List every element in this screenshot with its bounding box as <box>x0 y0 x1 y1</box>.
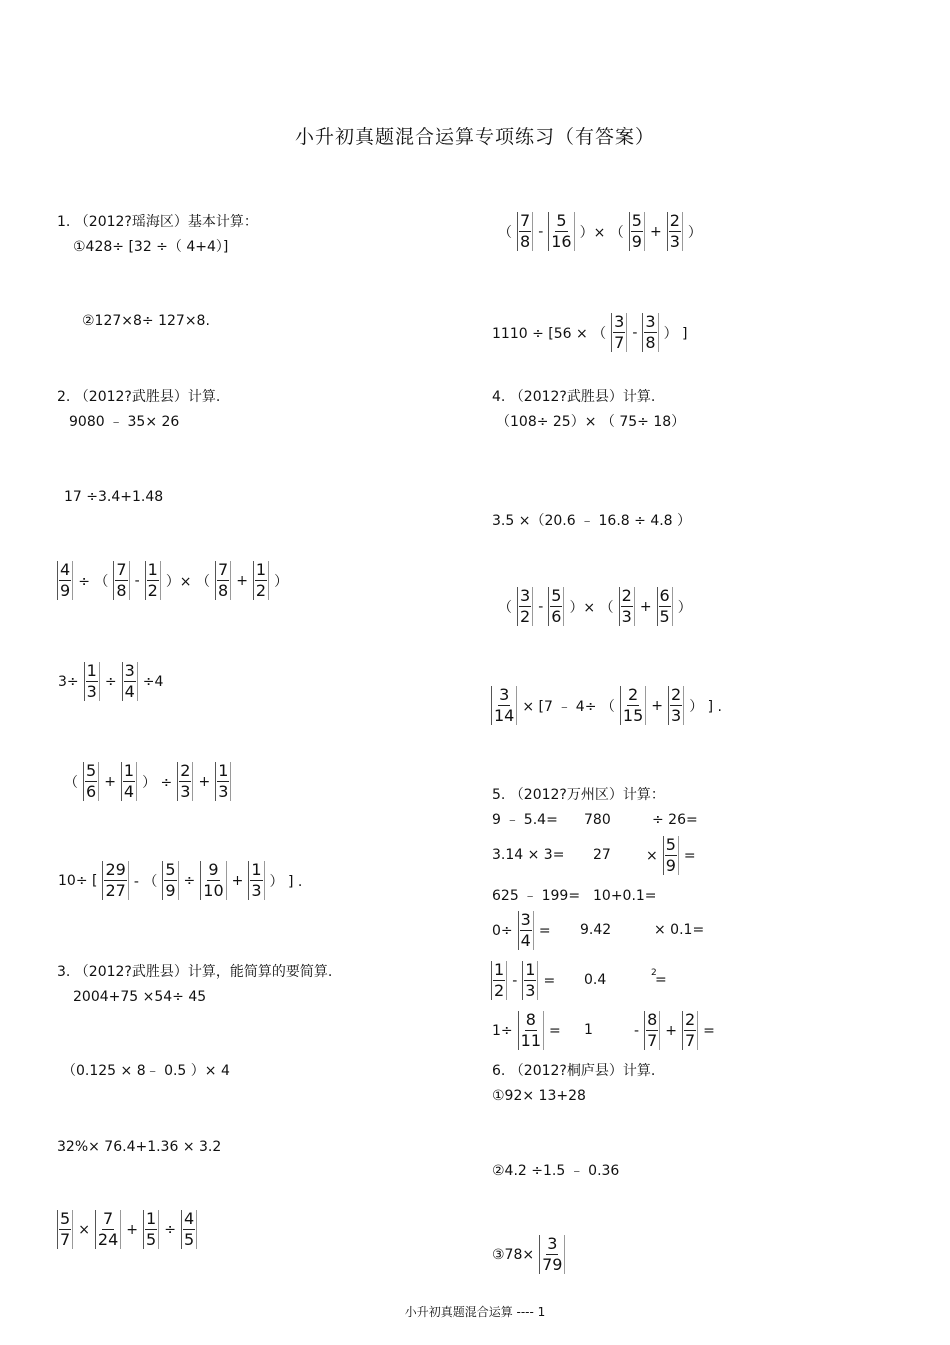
problem-6-c: ③78× $\frac{3}{79}$ <box>490 1235 566 1274</box>
problem-5-r3-b: 10+0.1= <box>593 888 657 904</box>
fraction: $\frac{6}{5}$ <box>657 587 673 626</box>
fraction: 2 3 <box>619 587 635 626</box>
fraction: $\frac{3}{4}$ <box>518 911 534 950</box>
problem-5-heading: 5. （2012?万州区）计算： <box>492 787 665 803</box>
fraction: $\frac{1}{3}$ <box>248 861 264 900</box>
problem-5-r4-b: 9.42 <box>580 922 612 938</box>
right-expr-1: （ 7 8 - 5 16 ）× （ 5 9 + $\frac{2}{3}$ ） <box>498 211 702 251</box>
fraction: $\frac{5}{9}$ <box>663 836 679 875</box>
problem-2-f: 10÷ [ 29 27 - （ $\frac{5}{9}$ ÷ $\frac{9}{10}$ + $\frac{1}{3}$ ） ] . <box>58 860 303 900</box>
problem-5-r6-b: 1 <box>584 1022 593 1038</box>
problem-5-r6-a: 1÷ $\frac{8}{11}$ = <box>492 1010 561 1050</box>
fraction: $\frac{1}{5}$ <box>143 1210 159 1249</box>
fraction: $\frac{2}{3}$ <box>667 212 683 251</box>
fraction: $\frac{1}{2}$ <box>253 561 269 600</box>
problem-4-b: 3.5 ×（20.6 ﹣ 16.8 ÷ 4.8 ） <box>492 513 692 529</box>
fraction: $\frac{5}{7}$ <box>57 1210 73 1249</box>
problem-2-d: 3÷ $\frac{1}{3}$ ÷ $\frac{3}{4}$ ÷4 <box>58 661 164 701</box>
problem-2-b: 17 ÷3.4+1.48 <box>64 489 164 505</box>
problem-2-a: 9080 ﹣ 35× 26 <box>69 414 180 430</box>
problem-5-r5-b: 0.4 <box>584 972 607 988</box>
problem-3-b: （0.125 × 8﹣ 0.5 ）× 4 <box>62 1063 230 1079</box>
fraction: $\frac{2}{3}$ <box>177 762 193 801</box>
fraction: 8 7 <box>644 1011 660 1050</box>
problem-4-c: （ 3 2 - 5 6 ）× （ 2 3 + $\frac{6}{5}$ ） <box>498 586 692 626</box>
problem-6-a: ①92× 13+28 <box>492 1088 586 1104</box>
fraction: 7 8 <box>113 561 129 600</box>
problem-5-r5-a: 1 2 - $\frac{1}{3}$ = <box>490 961 557 1000</box>
fraction: $\frac{3}{79}$ <box>539 1235 565 1274</box>
problem-5-r2-b: 27 <box>593 847 611 863</box>
fraction: 5 16 <box>548 212 574 251</box>
fraction: 29 27 <box>102 861 128 900</box>
fraction: 3 7 <box>611 313 627 352</box>
problem-5-r5-power: 2 <box>651 968 657 978</box>
fraction: $\frac{1}{3}$ <box>215 762 231 801</box>
fraction: $\frac{4}{5}$ <box>181 1210 197 1249</box>
problem-1-a: ①428÷ [32 ÷（ 4+4）] <box>73 239 229 255</box>
problem-5-r4-c: × 0.1= <box>654 922 705 938</box>
fraction: $\frac{1}{3}$ <box>84 662 100 701</box>
fraction: 3 8 <box>642 313 658 352</box>
problem-3-c: 32%× 76.4+1.36 × 3.2 <box>57 1139 222 1155</box>
problem-5-r2-a: 3.14 × 3= <box>492 847 565 863</box>
problem-3-d: $\frac{5}{7}$ × $\frac{7}{24}$ + $\frac{1}{5}$ ÷ $\frac{4}{5}$ <box>56 1210 198 1249</box>
problem-5-r4-a: 0÷ $\frac{3}{4}$ = <box>492 910 551 950</box>
fraction: $\frac{1}{3}$ <box>522 961 538 1000</box>
problem-4-a: （108÷ 25）× （ 75÷ 18） <box>496 414 686 430</box>
problem-6-b: ②4.2 ÷1.5 ﹣ 0.36 <box>492 1163 620 1179</box>
fraction: $\frac{5}{9}$ <box>162 861 178 900</box>
fraction: $\frac{3}{4}$ <box>122 662 138 701</box>
problem-5-r1-c: ÷ 26= <box>652 812 698 828</box>
problem-4-heading: 4. （2012?武胜县）计算. <box>492 389 656 405</box>
problem-5-r6-c: - 8 7 + $\frac{2}{7}$ = <box>634 1010 715 1050</box>
problem-6-heading: 6. （2012?桐庐县）计算. <box>492 1063 656 1079</box>
problem-1-heading: 1. （2012?瑶海区）基本计算： <box>57 214 258 230</box>
problem-5-r1-a: 9 ﹣ 5.4= <box>492 812 558 828</box>
problem-5-r2-c: × $\frac{5}{9}$ = <box>646 835 696 875</box>
fraction: $\frac{7}{24}$ <box>95 1210 121 1249</box>
fraction: 7 8 <box>215 561 231 600</box>
fraction: 5 6 <box>548 587 564 626</box>
problem-3-heading: 3. （2012?武胜县）计算，能简算的要简算. <box>57 964 333 980</box>
problem-1-b: ②127×8÷ 127×8. <box>82 313 210 329</box>
fraction: 3 2 <box>517 587 533 626</box>
problem-2-c: $\frac{4}{9}$ ÷ （ 7 8 - 1 2 ）× （ 7 8 + $\frac{1}{2}$ ） <box>56 561 290 600</box>
fraction: 5 6 <box>83 762 99 801</box>
right-expr-2: 1110 ÷ [56 × （ 3 7 - 3 8 ） ] <box>492 312 688 352</box>
problem-2-e: （ 5 6 + $\frac{1}{4}$ ） ÷ $\frac{2}{3}$ + $\frac{1}{3}$ <box>62 762 232 801</box>
fraction: $\frac{9}{10}$ <box>200 861 226 900</box>
fraction: $\frac{2}{3}$ <box>668 686 684 725</box>
fraction: 1 2 <box>491 961 507 1000</box>
fraction: $\frac{4}{9}$ <box>57 561 73 600</box>
problem-5-r1-b: 780 <box>584 812 611 828</box>
fraction: 5 9 <box>629 212 645 251</box>
fraction: 1 2 <box>145 561 161 600</box>
fraction: $\frac{3}{14}$ <box>491 686 517 725</box>
page-title: 小升初真题混合运算专项练习（有答案） <box>294 126 655 148</box>
fraction: 2 15 <box>620 686 646 725</box>
fraction: $\frac{2}{7}$ <box>682 1011 698 1050</box>
fraction: $\frac{1}{4}$ <box>121 762 137 801</box>
problem-2-heading: 2. （2012?武胜县）计算. <box>57 389 221 405</box>
problem-5-r3-a: 625 ﹣ 199= <box>492 888 581 904</box>
problem-4-d: $\frac{3}{14}$ × [7 ﹣ 4÷ （ 2 15 + $\frac{2}{3}$ ） ] . <box>490 686 724 725</box>
page-footer: 小升初真题混合运算 ---- 1 <box>404 1305 546 1319</box>
problem-5-r5-eq: = <box>655 972 667 988</box>
fraction: 7 8 <box>517 212 533 251</box>
fraction: $\frac{8}{11}$ <box>518 1011 544 1050</box>
problem-3-a: 2004+75 ×54÷ 45 <box>73 989 207 1005</box>
